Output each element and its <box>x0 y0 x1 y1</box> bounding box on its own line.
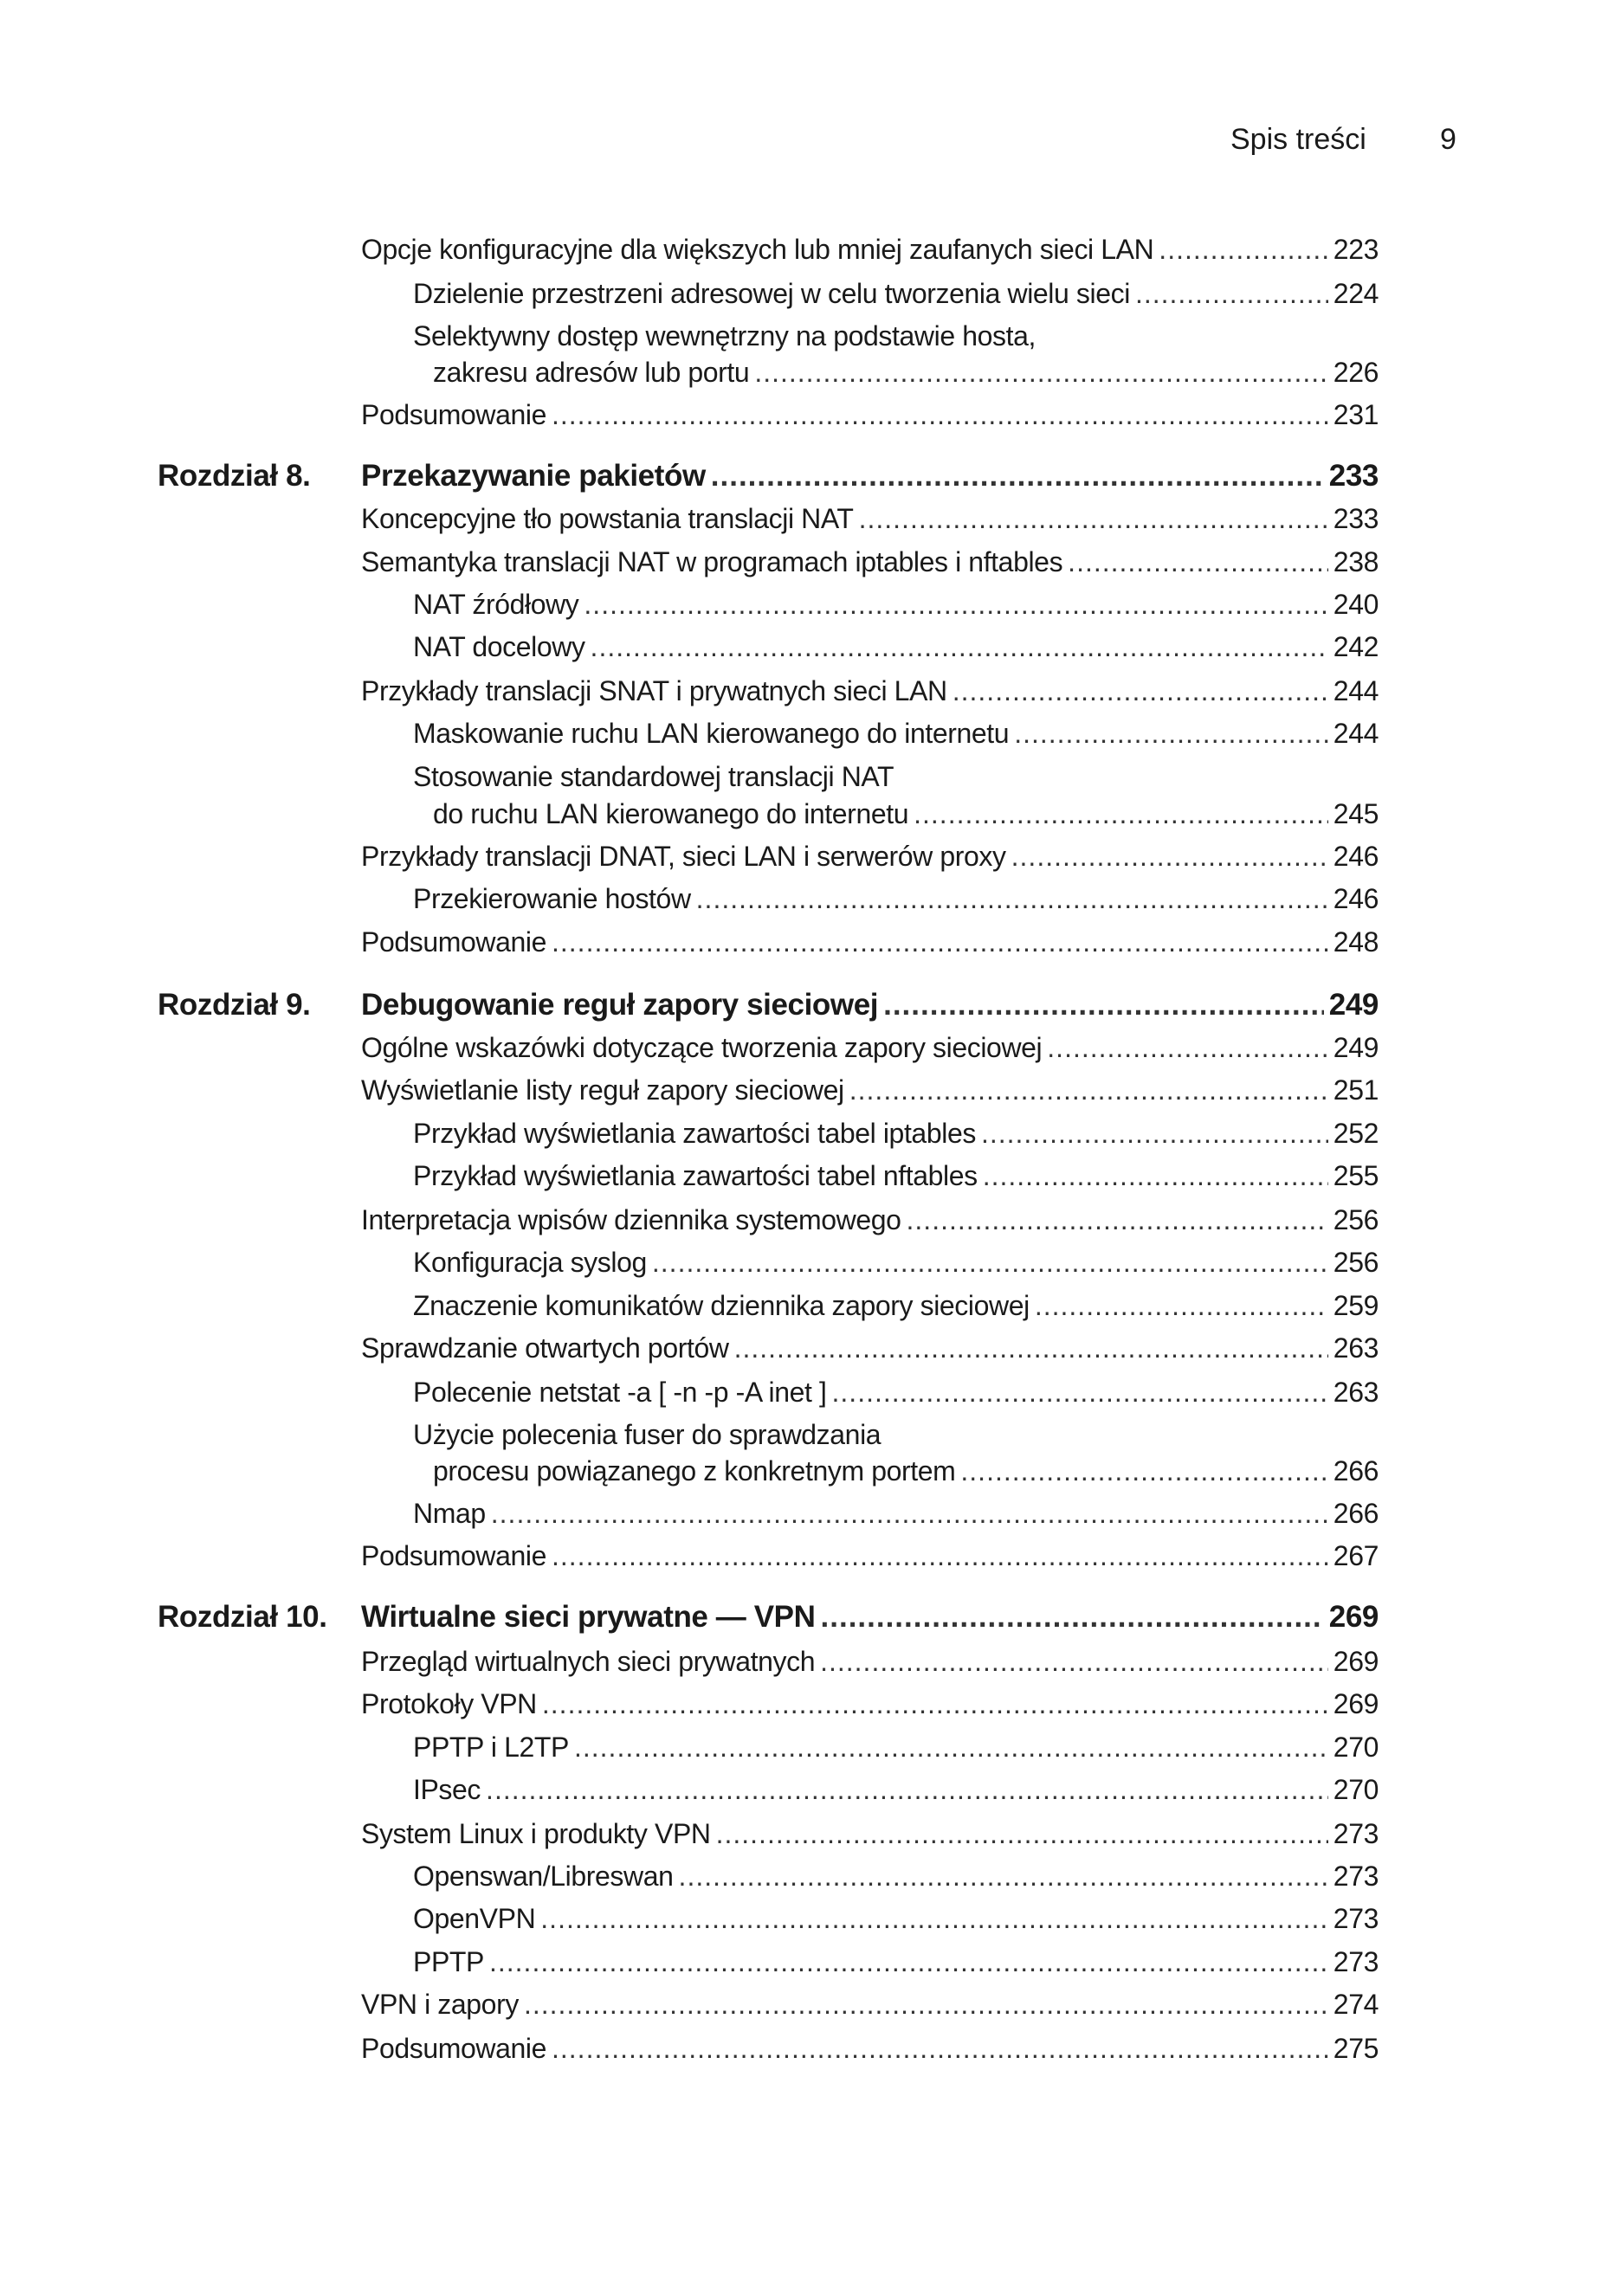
toc-entry[interactable] <box>361 1540 1379 1578</box>
chapter-label: Rozdział 9. <box>158 988 311 1022</box>
toc-page-number: 246 <box>1333 883 1379 914</box>
toc-entry[interactable] <box>413 278 1379 316</box>
dot-leader <box>552 399 1328 431</box>
toc-page-number: 244 <box>1333 718 1379 749</box>
page-number: 9 <box>1440 123 1456 156</box>
toc-entry[interactable] <box>361 1032 1379 1070</box>
dot-leader <box>907 1204 1328 1236</box>
toc-entry-title: Maskowanie ruchu LAN kierowanego do internetu <box>413 718 1010 749</box>
toc-entry-title: PPTP <box>413 1946 484 1977</box>
dot-leader <box>489 1946 1328 1978</box>
toc-entry-title: Nmap <box>413 1498 486 1529</box>
toc-page-number: 223 <box>1333 234 1379 265</box>
toc-entry[interactable] <box>413 1861 1379 1899</box>
toc-entry-title: Interpretacja wpisów dziennika systemowego <box>361 1204 901 1235</box>
dot-leader <box>716 1818 1328 1850</box>
toc-page-number: 249 <box>1333 1032 1379 1063</box>
toc-entry[interactable] <box>361 399 1379 437</box>
toc-page-number: 263 <box>1333 1332 1379 1364</box>
dot-leader <box>574 1732 1328 1764</box>
toc-entry[interactable] <box>413 1247 1379 1285</box>
toc-page-number: 255 <box>1333 1160 1379 1191</box>
toc-entry[interactable] <box>361 503 1379 541</box>
dot-leader <box>1011 841 1328 873</box>
toc-entry-title: Przykład wyświetlania zawartości tabel nftables <box>413 1160 978 1191</box>
toc-entry-title: zakresu adresów lub portu <box>433 357 750 388</box>
toc-entry[interactable] <box>413 1160 1379 1198</box>
toc-entry-title: IPsec <box>413 1774 481 1805</box>
dot-leader <box>1047 1032 1328 1064</box>
toc-page-number: 233 <box>1333 503 1379 534</box>
dot-leader <box>914 798 1328 830</box>
toc-entry-title: Dzielenie przestrzeni adresowej w celu tworzenia wielu sieci <box>413 278 1130 309</box>
running-header-title: Spis treści <box>1230 123 1366 156</box>
toc-entry-title: Semantyka translacji NAT w programach iptables i nftables <box>361 546 1063 577</box>
toc-entry[interactable] <box>413 1290 1379 1328</box>
toc-page-number: 248 <box>1333 926 1379 958</box>
dot-leader <box>486 1774 1328 1806</box>
dot-leader <box>820 1646 1328 1678</box>
toc-entry-title: Openswan/Libreswan <box>413 1861 674 1892</box>
dot-leader <box>859 503 1328 535</box>
toc-entry[interactable] <box>361 1204 1379 1242</box>
dot-leader <box>1014 718 1328 750</box>
dot-leader <box>652 1247 1328 1279</box>
toc-page-number: 270 <box>1333 1774 1379 1805</box>
toc-entry[interactable] <box>413 1946 1379 1984</box>
toc-page-number: 252 <box>1333 1118 1379 1149</box>
toc-entry[interactable] <box>433 1455 1379 1493</box>
dot-leader <box>552 2033 1328 2065</box>
toc-entry-title: Selektywny dostęp wewnętrzny na podstawie hosta, <box>413 320 1036 351</box>
toc-page-number: 269 <box>1333 1688 1379 1719</box>
toc-page-number: 249 <box>1328 988 1379 1022</box>
toc-entry-title: Wyświetlanie listy reguł zapory sieciowej <box>361 1074 844 1106</box>
toc-entry[interactable] <box>413 1498 1379 1536</box>
toc-page-number: 224 <box>1333 278 1379 309</box>
dot-leader <box>849 1074 1328 1106</box>
dot-leader <box>591 631 1328 663</box>
toc-page-number: 245 <box>1333 798 1379 829</box>
toc-page-number: 267 <box>1333 1540 1379 1571</box>
toc-entry-title: Stosowanie standardowej translacji NAT <box>413 761 894 792</box>
dot-leader <box>540 1903 1328 1935</box>
toc-entry[interactable] <box>413 1903 1379 1941</box>
toc-entry-title: Konfiguracja syslog <box>413 1247 647 1278</box>
toc-entry[interactable] <box>413 761 1379 799</box>
toc-entry-title: Znaczenie komunikatów dziennika zapory sieciowej <box>413 1290 1030 1321</box>
toc-entry[interactable] <box>361 1688 1379 1726</box>
toc-entry-title: Przekazywanie pakietów <box>361 459 706 493</box>
toc-entry[interactable] <box>361 1818 1379 1856</box>
toc-entry-title: Przykłady translacji DNAT, sieci LAN i serwerów proxy <box>361 841 1006 872</box>
toc-page-number: 274 <box>1333 1989 1379 2020</box>
toc-entry[interactable] <box>413 1774 1379 1812</box>
chapter-label: Rozdział 10. <box>158 1600 327 1634</box>
toc-page-number: 275 <box>1333 2033 1379 2064</box>
toc-entry[interactable] <box>413 1377 1379 1415</box>
toc-entry-title: Przykłady translacji SNAT i prywatnych sieci LAN <box>361 675 947 706</box>
toc-entry-title: Podsumowanie <box>361 926 546 958</box>
toc-entry[interactable] <box>413 589 1379 627</box>
toc-page-number: 266 <box>1333 1455 1379 1487</box>
toc-entry-title: Polecenie netstat -a [ -n -p -A inet ] <box>413 1377 827 1408</box>
toc-chapter-entry[interactable] <box>361 459 1379 497</box>
toc-entry-title: Sprawdzanie otwartych portów <box>361 1332 729 1364</box>
toc-entry[interactable] <box>361 1989 1379 2027</box>
dot-leader <box>883 988 1324 1022</box>
dot-leader <box>552 926 1328 958</box>
toc-page-number: 256 <box>1333 1204 1379 1235</box>
toc-entry[interactable] <box>361 546 1379 584</box>
toc-entry[interactable] <box>361 675 1379 713</box>
toc-page-number: 238 <box>1333 546 1379 577</box>
dot-leader <box>584 589 1327 621</box>
toc-entry[interactable] <box>413 1732 1379 1770</box>
toc-page-number: 263 <box>1333 1377 1379 1408</box>
dot-leader <box>953 675 1328 707</box>
toc-page-number: 259 <box>1333 1290 1379 1321</box>
toc-page-number: 273 <box>1333 1946 1379 1977</box>
dot-leader <box>832 1377 1328 1409</box>
toc-entry[interactable] <box>361 1074 1379 1113</box>
toc-entry-title: Debugowanie reguł zapory sieciowej <box>361 988 879 1022</box>
toc-page-number: 246 <box>1333 841 1379 872</box>
toc-page-number: 233 <box>1328 459 1379 493</box>
dot-leader <box>491 1498 1328 1530</box>
toc-entry-title: NAT docelowy <box>413 631 585 662</box>
toc-entry[interactable] <box>413 718 1379 756</box>
toc-page-number: 270 <box>1333 1732 1379 1763</box>
toc-page-number: 273 <box>1333 1818 1379 1849</box>
dot-leader <box>1159 234 1328 266</box>
toc-entry[interactable] <box>433 357 1379 395</box>
toc-entry[interactable] <box>413 883 1379 921</box>
toc-page-number: 251 <box>1333 1074 1379 1106</box>
dot-leader <box>552 1540 1328 1572</box>
toc-entry[interactable] <box>413 1118 1379 1156</box>
dot-leader <box>679 1861 1328 1893</box>
toc-entry-title: NAT źródłowy <box>413 589 579 620</box>
toc-page-number: 226 <box>1333 357 1379 388</box>
toc-entry-title: OpenVPN <box>413 1903 536 1934</box>
dot-leader <box>981 1118 1328 1150</box>
toc-page-number: 231 <box>1333 399 1379 430</box>
dot-leader <box>960 1455 1327 1487</box>
toc-entry-title: Przekierowanie hostów <box>413 883 691 914</box>
toc-page-number: 266 <box>1333 1498 1379 1529</box>
dot-leader <box>983 1160 1328 1192</box>
dot-leader <box>711 459 1324 493</box>
toc-entry-title: Podsumowanie <box>361 1540 546 1571</box>
toc-entry[interactable] <box>361 2033 1379 2071</box>
toc-entry-title: Podsumowanie <box>361 2033 546 2064</box>
dot-leader <box>821 1600 1324 1635</box>
toc-entry[interactable] <box>433 798 1379 836</box>
dot-leader <box>1068 546 1328 578</box>
toc-page-number: 269 <box>1333 1646 1379 1677</box>
dot-leader <box>1135 278 1328 310</box>
toc-page-number: 242 <box>1333 631 1379 662</box>
toc-page-number: 244 <box>1333 675 1379 706</box>
toc-page-number: 240 <box>1333 589 1379 620</box>
toc-entry-title: procesu powiązanego z konkretnym portem <box>433 1455 956 1487</box>
chapter-label: Rozdział 8. <box>158 459 311 493</box>
dot-leader <box>734 1332 1328 1364</box>
toc-page-number: 269 <box>1328 1600 1379 1634</box>
dot-leader <box>696 883 1328 915</box>
toc-entry[interactable] <box>413 631 1379 669</box>
toc-entry-title: System Linux i produkty VPN <box>361 1818 711 1849</box>
toc-page-number: 256 <box>1333 1247 1379 1278</box>
toc-page-number: 273 <box>1333 1903 1379 1934</box>
toc-entry[interactable] <box>361 841 1379 879</box>
toc-entry-title: Użycie polecenia fuser do sprawdzania <box>413 1419 881 1450</box>
dot-leader <box>754 357 1327 389</box>
toc-entry-title: VPN i zapory <box>361 1989 519 2020</box>
dot-leader <box>1035 1290 1328 1322</box>
toc-chapter-entry[interactable] <box>361 988 1379 1026</box>
toc-entry-title: Wirtualne sieci prywatne — VPN <box>361 1600 816 1634</box>
toc-entry[interactable] <box>413 1419 1379 1457</box>
toc-entry[interactable] <box>361 1332 1379 1371</box>
toc-entry-title: Protokoły VPN <box>361 1688 537 1719</box>
toc-entry-title: Przykład wyświetlania zawartości tabel iptables <box>413 1118 976 1149</box>
toc-entry[interactable] <box>361 234 1379 272</box>
toc-entry-title: Ogólne wskazówki dotyczące tworzenia zapory sieciowej <box>361 1032 1043 1063</box>
toc-chapter-entry[interactable] <box>361 1600 1379 1638</box>
toc-entry[interactable] <box>413 320 1379 358</box>
toc-entry-title: Podsumowanie <box>361 399 546 430</box>
toc-entry-title: Przegląd wirtualnych sieci prywatnych <box>361 1646 816 1677</box>
toc-entry-title: Opcje konfiguracyjne dla większych lub mniej zaufanych sieci LAN <box>361 234 1154 265</box>
toc-entry[interactable] <box>361 926 1379 964</box>
toc-page-number: 273 <box>1333 1861 1379 1892</box>
toc-entry-title: do ruchu LAN kierowanego do internetu <box>433 798 909 829</box>
toc-entry[interactable] <box>361 1646 1379 1684</box>
dot-leader <box>524 1989 1328 2021</box>
dot-leader <box>542 1688 1328 1720</box>
toc-entry-title: Koncepcyjne tło powstania translacji NAT <box>361 503 854 534</box>
toc-entry-title: PPTP i L2TP <box>413 1732 569 1763</box>
